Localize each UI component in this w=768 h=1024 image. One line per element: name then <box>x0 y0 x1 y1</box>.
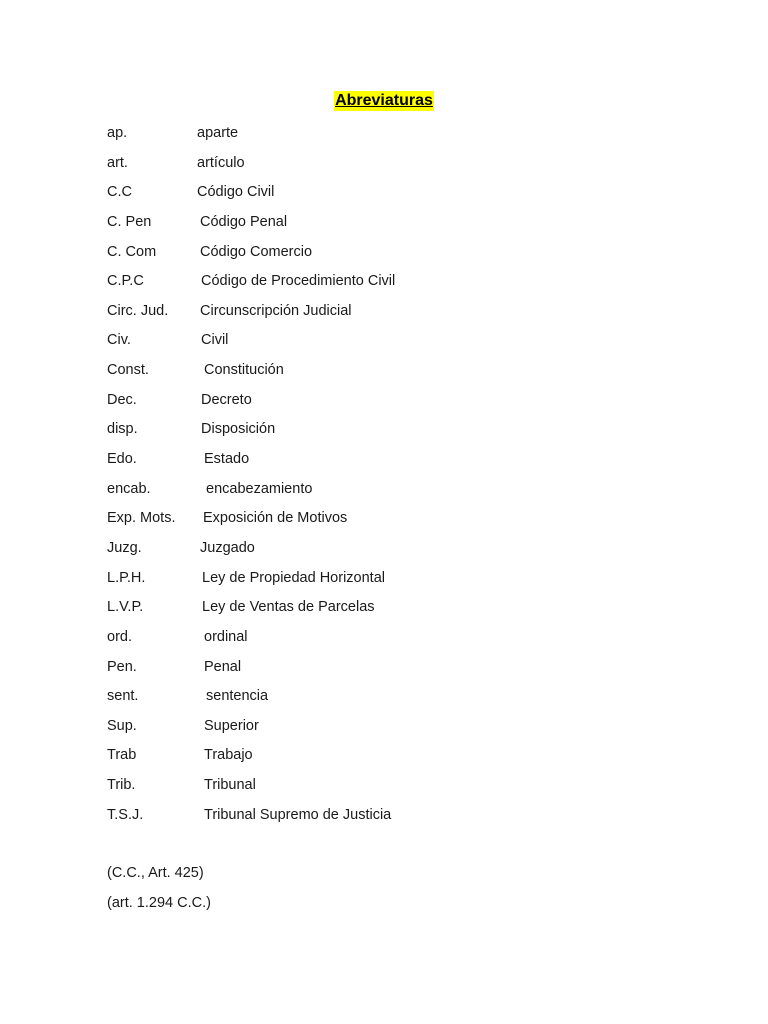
citation-line: (C.C., Art. 425) <box>107 865 204 881</box>
list-item <box>107 567 707 597</box>
abbreviation-term: Juzg. <box>107 539 142 556</box>
abbreviation-term: C.P.C <box>107 273 144 290</box>
abbreviation-meaning: Juzgado <box>200 539 255 556</box>
citation-line: (art. 1.294 C.C.) <box>107 894 211 911</box>
list-item <box>107 329 707 359</box>
abbreviation-meaning: sentencia <box>206 688 269 705</box>
abbreviation-meaning: Exposición de Motivos <box>203 510 348 527</box>
abbreviation-meaning: Código de Procedimiento Civil <box>201 273 396 290</box>
abbreviation-term: encab. <box>107 480 151 497</box>
abbreviation-meaning: Circunscripción Judicial <box>200 302 352 319</box>
list-item <box>107 507 707 537</box>
abbreviation-term: L.P.H. <box>107 569 146 586</box>
abbreviation-list <box>107 122 707 833</box>
abbreviation-meaning: Disposición <box>201 421 276 438</box>
list-item <box>107 774 707 804</box>
list-item <box>107 537 707 567</box>
abbreviation-term: Sup. <box>107 717 137 734</box>
list-item <box>107 270 707 300</box>
abbreviation-meaning: Constitución <box>204 362 284 379</box>
list-item <box>107 211 707 241</box>
abbreviation-meaning: Código Civil <box>197 184 275 201</box>
abbreviation-term: disp. <box>107 421 138 438</box>
list-item <box>107 478 707 508</box>
abbreviation-meaning: Superior <box>204 717 259 734</box>
abbreviation-term: C. Pen <box>107 213 152 230</box>
abbreviation-meaning: Ley de Ventas de Parcelas <box>202 599 375 616</box>
abbreviation-term: Civ. <box>107 332 131 349</box>
abbreviation-term: Pen. <box>107 658 137 675</box>
abbreviation-meaning: Código Comercio <box>200 243 313 260</box>
abbreviation-meaning: Tribunal <box>204 777 256 794</box>
abbreviation-term: C.C <box>107 184 132 201</box>
abbreviation-term: Edo. <box>107 451 137 468</box>
list-item <box>107 626 707 656</box>
title-container <box>0 91 768 111</box>
abbreviation-meaning: Estado <box>204 451 250 468</box>
abbreviation-term: T.S.J. <box>107 806 144 823</box>
list-item <box>107 122 707 152</box>
abbreviation-meaning: artículo <box>197 154 245 171</box>
abbreviation-meaning: Código Penal <box>200 213 288 230</box>
abbreviation-term: Const. <box>107 362 149 379</box>
abbreviation-meaning: Civil <box>201 332 229 349</box>
abbreviation-term: Exp. Mots. <box>107 510 176 527</box>
abbreviation-term: art. <box>107 154 128 171</box>
list-item <box>107 181 707 211</box>
abbreviation-term: ap. <box>107 125 128 141</box>
abbreviation-term: L.V.P. <box>107 599 144 616</box>
list-item <box>107 656 707 686</box>
abbreviation-meaning: Ley de Propiedad Horizontal <box>202 569 385 586</box>
list-item <box>107 152 707 182</box>
list-item <box>107 744 707 774</box>
abbreviation-meaning: encabezamiento <box>206 480 313 497</box>
list-item <box>107 715 707 745</box>
abbreviation-meaning: Decreto <box>201 391 252 408</box>
citation-list <box>107 862 211 921</box>
abbreviation-term: Trab <box>107 747 137 764</box>
abbreviation-term: Dec. <box>107 391 137 408</box>
abbreviation-term: Trib. <box>107 777 136 794</box>
list-item <box>107 596 707 626</box>
abbreviation-meaning: ordinal <box>204 628 248 645</box>
abbreviation-term: C. Com <box>107 243 157 260</box>
abbreviation-term: Circ. Jud. <box>107 302 169 319</box>
list-item <box>107 389 707 419</box>
abbreviation-term: sent. <box>107 688 139 705</box>
list-item <box>107 448 707 478</box>
abbreviation-term: ord. <box>107 628 132 645</box>
page-title: Abreviaturas <box>335 92 433 109</box>
list-item <box>107 300 707 330</box>
list-item <box>107 685 707 715</box>
abbreviation-meaning: Penal <box>204 658 242 675</box>
list-item <box>107 359 707 389</box>
abbreviation-meaning: Tribunal Supremo de Justicia <box>204 806 392 823</box>
list-item <box>107 418 707 448</box>
list-item <box>107 804 707 834</box>
abbreviation-meaning: aparte <box>197 125 239 141</box>
abbreviation-meaning: Trabajo <box>204 747 253 764</box>
list-item <box>107 241 707 271</box>
